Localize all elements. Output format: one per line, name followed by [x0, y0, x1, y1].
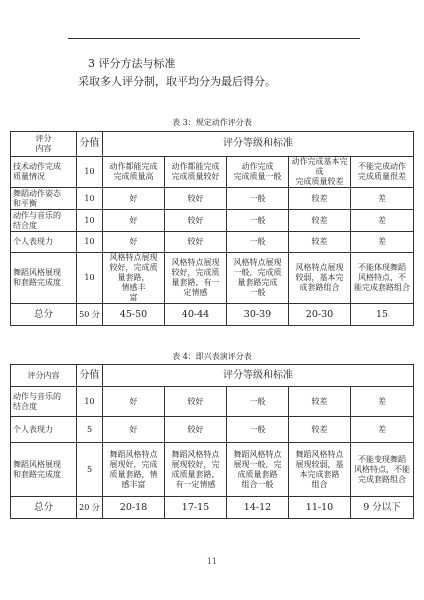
table-cell: 20-30 — [289, 304, 351, 326]
table-cell: 风格特点展现 较弱，基本完 成套路组合 — [289, 253, 351, 304]
table-cell: 好 — [103, 210, 165, 232]
table-cell: 风格特点展现 较好，完成质 量套路， 情感丰 富 — [103, 253, 165, 304]
table-cell: 不能体现舞蹈 风格特点，不 能完成套路组合 — [351, 253, 414, 304]
table-cell: 不能完成动作 完成质量很差 — [351, 157, 414, 188]
table-cell: 舞蹈风格特点 展现一般，完 成质量套路 组合一般 — [227, 443, 289, 497]
table4-total-row — [11, 497, 414, 519]
table-row — [11, 232, 414, 253]
table3-header-score: 分值 — [77, 132, 103, 157]
table-cell: 动作完成 完成质量一般 — [227, 157, 289, 188]
table-cell: 一般 — [227, 417, 289, 443]
row-score: 5 — [77, 417, 103, 443]
table-cell: 动作都能完成 完成质量高 — [103, 157, 165, 188]
table-cell: 好 — [103, 417, 165, 443]
table-row — [11, 417, 414, 443]
table-cell: 较好 — [165, 417, 227, 443]
table-cell: 差 — [351, 417, 414, 443]
section-heading: 3 评分方法与标准 — [88, 57, 176, 70]
row-item: 动作与音乐的 结合度 — [11, 210, 77, 232]
row-item: 个人表现力 — [11, 232, 77, 253]
table-cell: 较差 — [289, 417, 351, 443]
table-cell: 舞蹈风格特点 展现较弱，基 本完成套路 组合 — [289, 443, 351, 497]
row-item: 动作与音乐的 结合度 — [11, 387, 77, 417]
row-score: 10 — [77, 232, 103, 253]
table-cell: 40-44 — [165, 304, 227, 326]
row-item: 个人表现力 — [11, 417, 77, 443]
table-cell: 9 分以下 — [351, 497, 414, 519]
table-cell: 风格特点展现 一般，完成质 量套路完成 一般 — [227, 253, 289, 304]
table3-header-levels: 评分等级和标准 — [103, 132, 414, 157]
row-score: 10 — [77, 210, 103, 232]
table3-header-item: 评分 内容 — [11, 132, 77, 157]
table-cell: 舞蹈风格特点 展现好，完成 质量套路，情 感丰富 — [103, 443, 165, 497]
row-item: 舞蹈动作姿态 和平衡 — [11, 188, 77, 210]
table-cell: 差 — [351, 188, 414, 210]
table-row — [11, 188, 414, 210]
table-cell: 一般 — [227, 387, 289, 417]
table4-header-score: 分值 — [77, 365, 103, 387]
table-cell: 好 — [103, 387, 165, 417]
table-cell: 11-10 — [289, 497, 351, 519]
table-row — [11, 210, 414, 232]
table4-header-row — [11, 365, 414, 387]
table-cell: 一般 — [227, 232, 289, 253]
total-score: 50 分 — [77, 304, 103, 326]
table-cell: 不能变现舞蹈 风格特点，不能 完成套路组合 — [351, 443, 414, 497]
table3-total-row — [11, 304, 414, 326]
table4-caption: 表 4：即兴表演评分表 — [172, 352, 252, 361]
page-number: 11 — [206, 557, 218, 566]
table-cell: 30-39 — [227, 304, 289, 326]
table-cell: 较差 — [289, 232, 351, 253]
table-cell: 差 — [351, 232, 414, 253]
row-item: 技术动作完成 质量情况 — [11, 157, 77, 188]
table-row — [11, 387, 414, 417]
table3 — [10, 131, 414, 326]
row-score: 10 — [77, 253, 103, 304]
total-label: 总分 — [11, 497, 77, 519]
table-cell: 差 — [351, 387, 414, 417]
table-cell: 较好 — [165, 188, 227, 210]
table-cell: 14-12 — [227, 497, 289, 519]
table-cell: 舞蹈风格特点 展现较好，完 成质量套路， 有一定情感 — [165, 443, 227, 497]
table-row — [11, 253, 414, 304]
table-cell: 动作完成基本完成 完成质量较差 — [289, 157, 351, 188]
table3-caption: 表 3：规定动作评分表 — [172, 118, 252, 127]
table-cell: 较好 — [165, 387, 227, 417]
section-intro: 采取多人评分制，取平均分为最后得分。 — [78, 75, 276, 88]
table-cell: 较差 — [289, 387, 351, 417]
row-item: 舞蹈风格展现 和套路完成度 — [11, 443, 77, 497]
row-score: 10 — [77, 387, 103, 417]
table-cell: 一般 — [227, 188, 289, 210]
row-item: 舞蹈风格展现 和套路完成度 — [11, 253, 77, 304]
table-cell: 20-18 — [103, 497, 165, 519]
table-cell: 较差 — [289, 210, 351, 232]
row-score: 10 — [77, 157, 103, 188]
total-label: 总分 — [11, 304, 77, 326]
table4 — [10, 364, 414, 519]
table-cell: 17-15 — [165, 497, 227, 519]
table-cell: 风格特点展现 较好，完成质 量套路，有一 定情感 — [165, 253, 227, 304]
table-cell: 动作都能完成 完成质量较好 — [165, 157, 227, 188]
total-score: 20 分 — [77, 497, 103, 519]
table-cell: 好 — [103, 188, 165, 210]
table-row — [11, 157, 414, 188]
table-cell: 45-50 — [103, 304, 165, 326]
table-cell: 差 — [351, 210, 414, 232]
table-cell: 较好 — [165, 210, 227, 232]
table-cell: 好 — [103, 232, 165, 253]
table-cell: 一般 — [227, 210, 289, 232]
table4-header-item: 评分内容 — [11, 365, 77, 387]
table-row — [11, 443, 414, 497]
table-cell: 较差 — [289, 188, 351, 210]
table-cell: 较好 — [165, 232, 227, 253]
table4-header-levels: 评分等级和标准 — [103, 365, 414, 387]
table3-header-row — [11, 132, 414, 157]
header-rule — [68, 38, 360, 39]
row-score: 10 — [77, 188, 103, 210]
row-score: 5 — [77, 443, 103, 497]
table-cell: 15 — [351, 304, 414, 326]
